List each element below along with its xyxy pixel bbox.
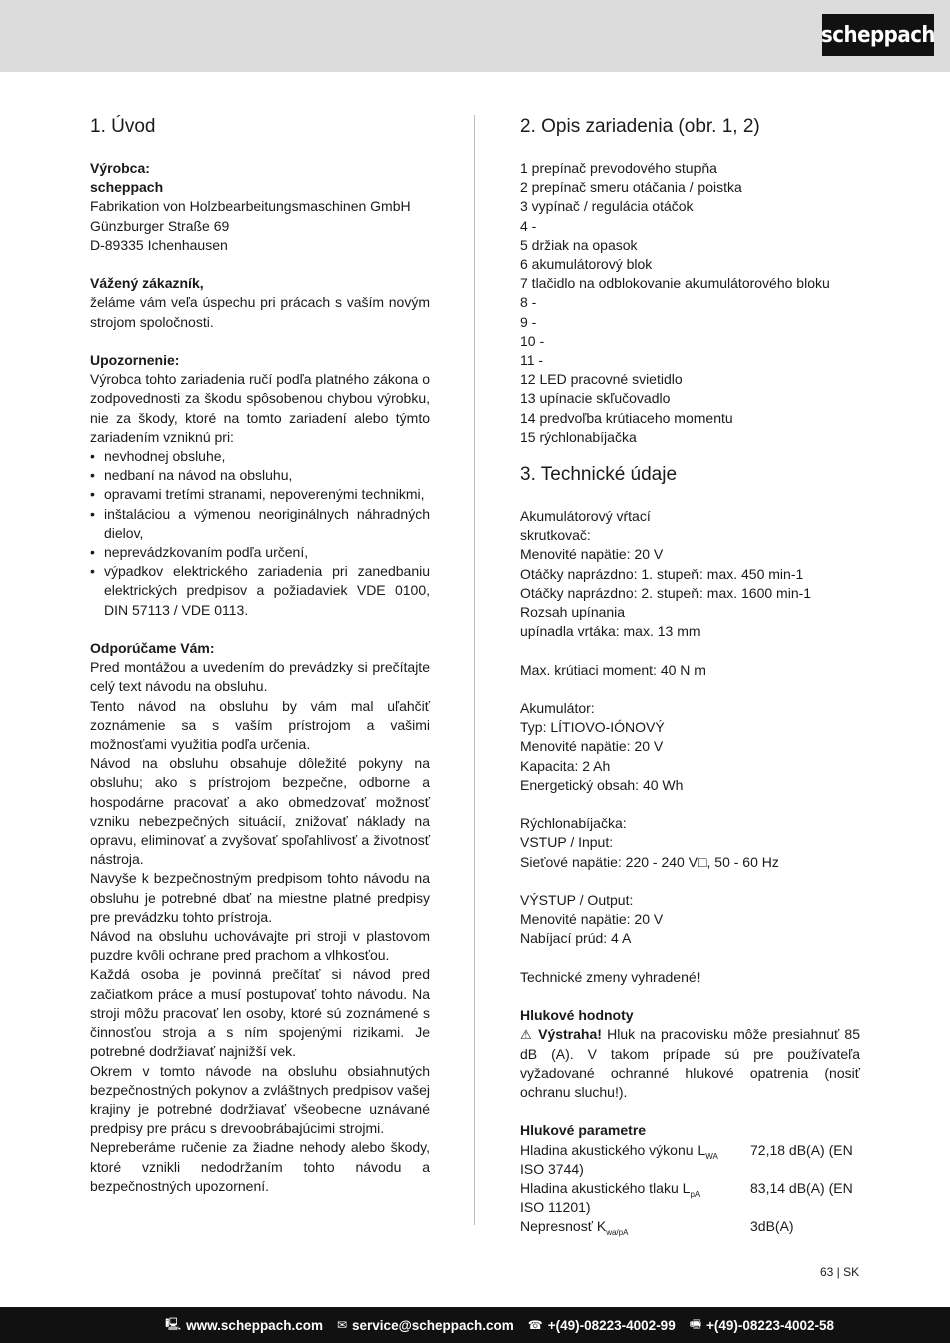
param-subscript: pA	[690, 1189, 701, 1199]
list-item: • výpadkov elektrického zariadenia pri zanedbaniu elektrických predpisov a požiadaviek VDE 0100, DIN 57113 / VDE 0113.	[90, 562, 430, 620]
recommend-paragraph: Návod na obsluhu obsahuje dôležité pokyny na obsluhu; ako s prístrojom bezpečne, odborne a hospodárne pracovať a ako obmedzovať možnosť vzniku nebezpečných situácií, znižovať náklady na opravu, eliminovať a zvyšovať spoľahlivosť a životnosť nástroja.	[90, 755, 430, 868]
param-row	[520, 1179, 860, 1198]
warning-label: Výstraha!	[538, 1026, 602, 1043]
part-item: 10 -	[520, 332, 545, 349]
tech-torque: Max. krútiaci moment: 40 N m	[520, 661, 706, 678]
params-heading: Hlukové parametre	[520, 1122, 647, 1139]
battery-line: Menovité napätie: 20 V	[520, 738, 664, 755]
list-item: • neprevádzkovaním podľa určení,	[90, 543, 430, 562]
brand-name: scheppach	[90, 179, 164, 196]
list-item: • inštaláciou a výmenou neoriginálnych náhradných dielov,	[90, 505, 430, 543]
part-item: 8 -	[520, 294, 537, 311]
param-value: 72,18 dB(A) (EN	[750, 1141, 853, 1158]
liability-list	[90, 447, 430, 620]
section-title-intro: 1. Úvod	[90, 116, 156, 137]
tech-line: Otáčky naprázdno: 2. stupeň: max. 1600 min-1	[520, 584, 812, 601]
param-label-text: Nepresnosť K	[520, 1218, 607, 1235]
section-title-description: 2. Opis zariadenia (obr. 1, 2)	[520, 116, 760, 137]
scheppach-logo: scheppach	[822, 14, 934, 56]
param-row	[520, 1217, 860, 1236]
charger-input-line: Sieťové napätie: 220 - 240 V□, 50 - 60 Hz	[520, 853, 779, 870]
param-value: 3dB(A)	[750, 1218, 794, 1235]
left-column	[90, 115, 430, 1196]
param-value: 83,14 dB(A) (EN	[750, 1180, 853, 1197]
recommend-paragraph: Pred montážou a uvedením do prevádzky si prečítajte celý text návodu na obsluhu.	[90, 659, 430, 695]
battery-line: Kapacita: 2 Ah	[520, 757, 611, 774]
part-item: 14 predvoľba krútiaceho momentu	[520, 409, 733, 426]
phone-icon: ☎	[527, 1318, 543, 1332]
param-subscript: wa/pA	[606, 1228, 629, 1238]
part-item: 4 -	[520, 217, 537, 234]
footer-phone-text: +(49)-08223-4002-99	[547, 1317, 676, 1333]
address-line: Günzburger Straße 69	[90, 217, 230, 234]
notice-heading: Upozornenie:	[90, 352, 180, 368]
battery-line: Typ: LÍTIOVO-IÓNOVÝ	[520, 719, 665, 736]
recommend-paragraph: Okrem v tomto návode na obsluhu obsiahnutých bezpečnostných pokynov a zvláštnych predpisov vašej krajiny je potrebné dodržiavať všeobecne uznávané predpisy pre prácu s drevoobrábajúcimi strojmi.	[90, 1062, 430, 1137]
list-item: • opravami tretími stranami, nepoverenými technikmi,	[90, 485, 430, 504]
recommend-paragraph: Navyše k bezpečnostným predpisom tohto návodu na obsluhu je potrebné dbať na miestne platné predpisy pre prevádzku tohto prístroja.	[90, 870, 430, 925]
charger-output-line: Menovité napätie: 20 V	[520, 911, 664, 928]
param-label	[520, 1179, 750, 1198]
tech-line: skrutkovač:	[520, 527, 591, 544]
param-subscript: WA	[705, 1151, 718, 1161]
battery-line: Energetický obsah: 40 Wh	[520, 776, 684, 793]
recommend-heading: Odporúčame Vám:	[90, 640, 215, 657]
part-item: 13 upínacie skľučovadlo	[520, 390, 671, 407]
param-label-text: Hladina akustického tlaku L	[520, 1180, 691, 1197]
param-label	[520, 1217, 750, 1236]
fax-icon: 🖷	[689, 1316, 702, 1331]
param-cont: ISO 3744)	[520, 1160, 584, 1177]
part-item: 15 rýchlonabíjačka	[520, 428, 637, 445]
param-label-text: Hladina akustického výkonu L	[520, 1141, 706, 1158]
part-item: 6 akumulátorový blok	[520, 256, 653, 273]
right-column	[520, 115, 860, 1237]
warning-text: Hluk na pracovisku môže presiahnuť 85 dB (A). V takom prípade sú pre používateľa vyžadované ochranné hlukové opatrenia (nosiť ochranu sluchu!).	[520, 1026, 860, 1101]
tech-line: Otáčky naprázdno: 1. stupeň: max. 450 min-1	[520, 565, 804, 582]
charger-input-line: Rýchlonabíjačka:	[520, 815, 627, 832]
battery-line: Akumulátor:	[520, 700, 595, 717]
tech-changes-note: Technické zmeny vyhradené!	[520, 968, 701, 985]
param-cont: ISO 11201)	[520, 1199, 591, 1216]
section-title-technical: 3. Technické údaje	[520, 464, 678, 486]
mail-icon: ✉	[336, 1318, 348, 1332]
address-line: Fabrikation von Holzbearbeitungsmaschinen GmbH	[90, 198, 411, 215]
part-item: 12 LED pracovné svietidlo	[520, 371, 683, 388]
tech-line: Rozsah upínania	[520, 604, 626, 621]
column-divider	[474, 115, 475, 1225]
part-item: 2 prepínač smeru otáčania / poistka	[520, 179, 742, 196]
part-item: 9 -	[520, 313, 537, 330]
dear-customer-heading: Vážený zákazník,	[90, 275, 204, 292]
footer-email[interactable]	[337, 1318, 514, 1333]
tech-line: Akumulátorový vŕtací	[520, 508, 651, 525]
part-item: 11 -	[520, 352, 544, 369]
part-item: 7 tlačidlo na odblokovanie akumulátorového bloku	[520, 275, 830, 292]
footer-email-text: service@scheppach.com	[352, 1317, 514, 1333]
tech-line: Menovité napätie: 20 V	[520, 546, 664, 563]
recommend-paragraph: Tento návod na obsluhu by vám mal uľahčiť zoznámenie sa s vaším prístrojom a vašimi možnosťami využitia podľa určenia.	[90, 697, 430, 753]
param-label	[520, 1141, 750, 1160]
footer-phone[interactable]	[528, 1318, 676, 1333]
footer-bar	[0, 1307, 950, 1343]
page-number: 63 | SK	[820, 1265, 860, 1279]
param-row	[520, 1141, 860, 1160]
footer-web-text: www.scheppach.com	[186, 1317, 323, 1333]
warning-icon: ⚠	[520, 1027, 533, 1043]
noise-warning	[520, 1025, 860, 1102]
recommend-paragraph: Návod na obsluhu uchovávajte pri stroji v plastovom puzdre kvôli ochrane pred prachom a vlhkosťou.	[90, 928, 430, 964]
tech-line: upínadla vrtáka: max. 13 mm	[520, 623, 701, 640]
recommend-paragraph: Každá osoba je povinná prečítať si návod pred začiatkom práce a musí postupovať tohto návodu. Na stroji môžu pracovať len osoby, ktoré sú zoznámené s činnosťou stroja a s ním spojenými rizikami. Je potrebné dodržiavať najnižší vek.	[90, 966, 430, 1060]
footer-fax[interactable]	[690, 1315, 834, 1336]
notice-text: Výrobca tohto zariadenia ručí podľa platného zákona o zodpovednosti za škodu spôsobenou chybou výrobku, nie za škody, ktoré na tomto zariadení alebo týmto zariadením vzniknú pri:	[90, 371, 430, 445]
address-line: D-89335 Ichenhausen	[90, 236, 228, 253]
manufacturer-label: Výrobca:	[90, 160, 150, 176]
header-bar	[0, 0, 950, 72]
footer-fax-text: +(49)-08223-4002-58	[706, 1317, 834, 1333]
list-item: • nedbaní na návod na obsluhu,	[90, 466, 430, 485]
part-item: 1 prepínač prevodového stupňa	[520, 160, 717, 176]
computer-icon: 🖳	[165, 1316, 182, 1331]
charger-output-line: VÝSTUP / Output:	[520, 892, 634, 909]
footer-web[interactable]	[165, 1315, 323, 1336]
part-item: 3 vypínač / regulácia otáčok	[520, 198, 694, 215]
recommend-paragraph: Nepreberáme ručenie za žiadne nehody alebo škody, ktoré vznikli nedodržaním tohto návodu a bezpečnostných upozornení.	[90, 1139, 430, 1194]
list-item: • nevhodnej obsluhe,	[90, 447, 430, 466]
dear-customer-text: želáme vám veľa úspechu pri prácach s vaším novým strojom spoločnosti.	[90, 294, 430, 330]
charger-input-line: VSTUP / Input:	[520, 834, 614, 851]
charger-output-line: Nabíjací prúd: 4 A	[520, 930, 632, 947]
noise-heading: Hlukové hodnoty	[520, 1007, 634, 1024]
part-item: 5 držiak na opasok	[520, 236, 638, 253]
